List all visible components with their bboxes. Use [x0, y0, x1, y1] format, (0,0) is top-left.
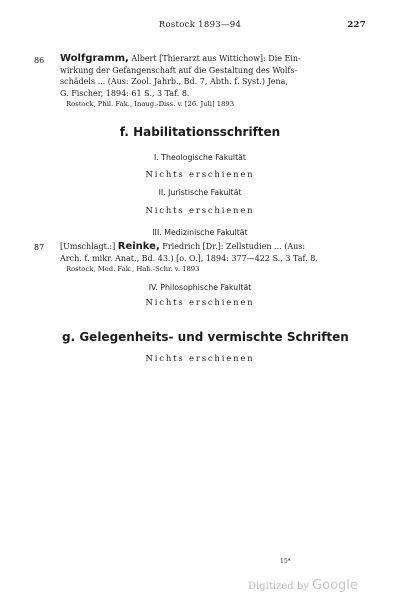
entry-line	[60, 241, 376, 253]
author-name: Wolfgramm,	[60, 53, 129, 64]
faculty-heading: II. Juristische Fakultät	[158, 188, 242, 197]
status-text: Nichts erschienen	[145, 170, 255, 180]
faculty-heading: I. Theologische Fakultät	[154, 153, 246, 162]
faculty-heading: III. Medizinische Fakultät	[152, 228, 248, 237]
entry-number: 86	[34, 56, 45, 65]
section-title: f. Habilitationsschriften	[119, 125, 281, 139]
digitized-watermark	[248, 578, 358, 593]
entry-line: wirkung der Gefangenschaft auf die Gestaltung des Wolfs-	[60, 65, 298, 75]
entry-line	[60, 53, 376, 65]
status-text: Nichts erschienen	[145, 354, 255, 364]
entry-text: Albert [Thierarzt aus Wittichow]: Die Ein-	[128, 54, 301, 63]
entry-line: schädels ... (Aus: Zool. Jahrb., Bd. 7, Abth. f. Syst.) Jena,	[60, 77, 288, 86]
status-text: Nichts erschienen	[145, 298, 255, 308]
running-title: Rostock 1893—94	[158, 20, 242, 30]
bibliographic-entry	[60, 53, 376, 111]
status-text: Nichts erschienen	[145, 206, 255, 216]
faculty-heading: IV. Philosophische Fakultät	[148, 283, 252, 292]
page-number: 227	[347, 20, 366, 30]
entry-number: 87	[34, 243, 45, 252]
entry-note: Rostock, Med. Fak., Hab.-Schr. v. 1893	[66, 265, 200, 273]
entry-line: G. Fischer, 1894: 61 S., 3 Taf. 8.	[60, 88, 190, 98]
entry-line: Arch. f. mikr. Anat., Bd. 43.) [o. O.], 1894: 377—422 S., 3 Taf. 8.	[60, 253, 318, 263]
bibliographic-entry	[60, 241, 376, 276]
author-name: Reinke,	[117, 241, 160, 252]
entry-text: Friedrich [Dr.]: Zellstudien ... (Aus:	[159, 242, 306, 251]
section-title: g. Gelegenheits- und vermischte Schriften	[62, 330, 349, 344]
entry-text: [Umschlagt.:]	[60, 242, 118, 251]
google-logo: Google	[312, 578, 358, 593]
signature-mark: 15*	[280, 558, 291, 565]
watermark-prefix: Digitized by	[248, 581, 309, 592]
entry-note: Rostock, Phil. Fak., Inaug.-Diss. v. [26. Juli] 1893	[66, 100, 235, 108]
